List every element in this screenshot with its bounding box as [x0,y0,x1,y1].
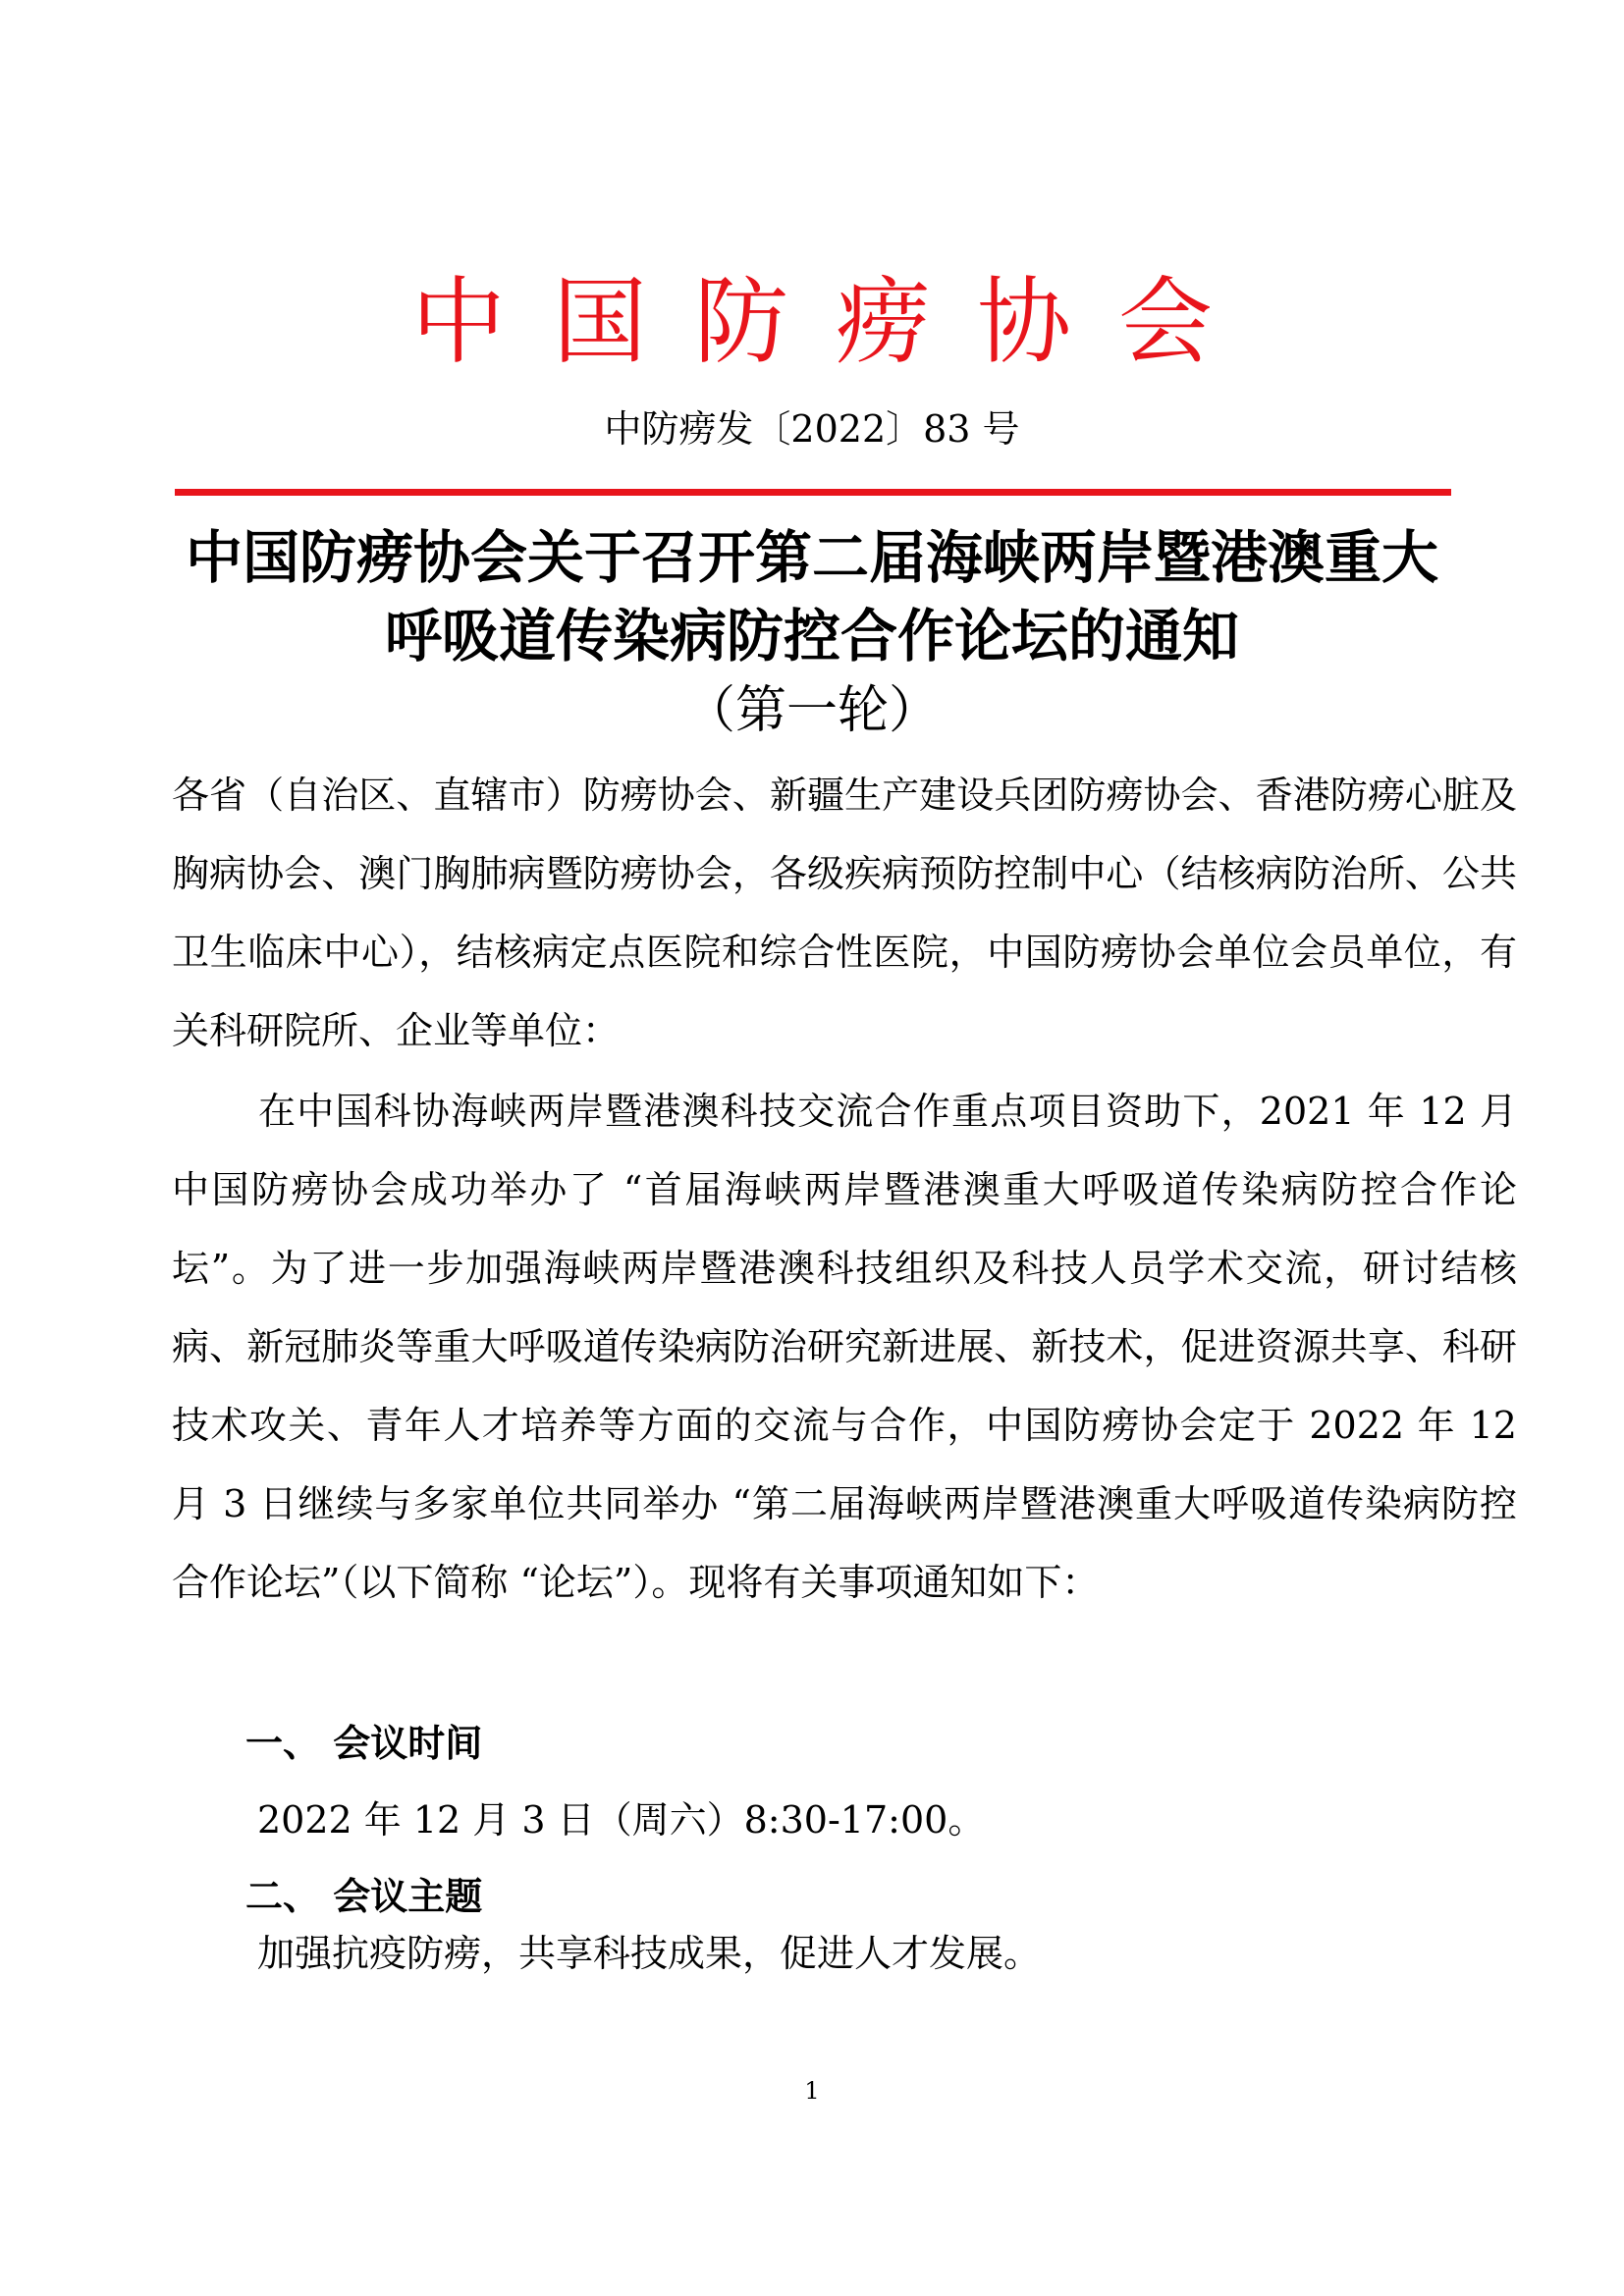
notice-title-line-2: 呼吸道传染病防控合作论坛的通知 [384,603,1239,669]
section-heading-meeting-theme: 二、 会议主题 [245,1875,483,1918]
notice-title-line-1: 中国防痨协会关于召开第二届海峡两岸暨港澳重大 [185,524,1438,591]
document-number: 中防痨发〔2022〕83 号 [604,407,1020,451]
red-divider-rule [175,489,1451,496]
page-number: 1 [804,2077,820,2105]
notice-title [0,518,1624,675]
organization-name: 中国防痨协会 [411,267,1260,377]
addressee-paragraph: 各省（自治区、直辖市）防痨协会、新疆生产建设兵团防痨协会、香港防痨心脏及胸病协会、澳门胸肺病暨防痨协会，各级疾病预防控制中心（结核病防治所、公共卫生临床中心），结核病定点医院和综合性医院，中国防痨协会单位会员单位，有关科研院所、企业等单位： [172,774,1517,1052]
section-heading-meeting-time: 一、 会议时间 [245,1722,483,1765]
section-text-meeting-theme: 加强抗疫防痨，共享科技成果，促进人才发展。 [257,1932,1042,1975]
section-text-meeting-time: 2022 年 12 月 3 日（周六）8:30-17:00。 [257,1798,986,1842]
intro-paragraph: 在中国科协海峡两岸暨港澳科技交流合作重点项目资助下，2021 年 12 月中国防痨协会成功举办了 “首届海峡两岸暨港澳重大呼吸道传染病防控合作论坛”。为了进一步加强海峡两岸暨港澳科技组织及科技人员学术交流，研讨结核病、新冠肺炎等重大呼吸道传染病防治研究新进展、新技术，促进资源共享、科研技术攻关、青年人才培养等方面的交流与合作，中国防痨协会定于 2022 年 12 月 3 日继续与多家单位共同举办 “第二届海峡两岸暨港澳重大呼吸道传染病防控合作论坛”（以下简称 “论坛”）。现将有关事项通知如下： [172,1090,1517,1604]
notice-round: （第一轮） [683,681,940,740]
